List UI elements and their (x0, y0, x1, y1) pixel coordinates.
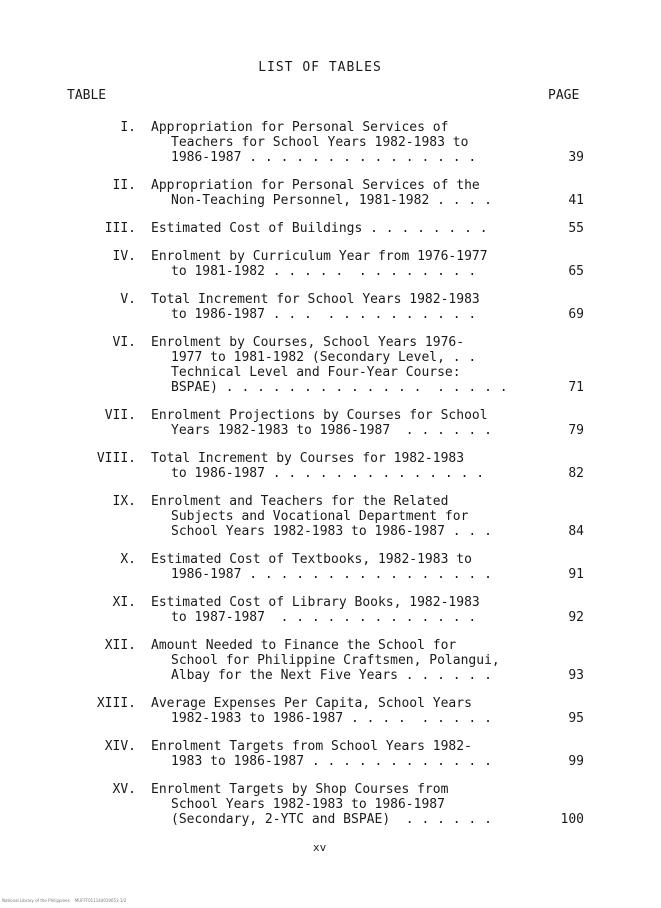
page-ref: 92 (568, 610, 584, 625)
caption-line: 1986-1987 . . . . . . . . . . . . . . . (171, 150, 477, 165)
page-ref: 79 (568, 423, 584, 438)
page-ref: 93 (568, 668, 584, 683)
table-caption (151, 696, 541, 726)
table-caption (151, 221, 541, 236)
toc-entry (0, 494, 661, 539)
table-number: VIII. (96, 451, 136, 466)
table-number: IV. (112, 249, 136, 264)
page-ref: 99 (568, 754, 584, 769)
table-caption (151, 120, 541, 165)
caption-line: 1986-1987 . . . . . . . . . . . . . . . . (171, 567, 492, 582)
caption-line: Enrolment by Curriculum Year from 1976-1977 (151, 249, 488, 264)
page-ref: 71 (568, 380, 584, 395)
toc-entry (0, 249, 661, 279)
table-number: XIII. (96, 696, 136, 711)
table-number: XIV. (104, 739, 136, 754)
caption-line: Enrolment by Courses, School Years 1976- (151, 335, 465, 350)
table-caption (151, 292, 541, 322)
page-number: xv (313, 841, 327, 854)
caption-line: School for Philippine Craftsmen, Polangui, (171, 653, 500, 668)
table-number: XV. (112, 782, 136, 797)
caption-line: Amount Needed to Finance the School for (151, 638, 457, 653)
caption-line: Enrolment Targets by Shop Courses from (151, 782, 449, 797)
page-column-header: PAGE (548, 88, 580, 103)
toc-entry (0, 696, 661, 726)
caption-line: Albay for the Next Five Years . . . . . . (171, 668, 492, 683)
table-caption (151, 408, 541, 438)
table-caption (151, 552, 541, 582)
table-number: XI. (112, 595, 136, 610)
caption-line: Estimated Cost of Library Books, 1982-1983 (151, 595, 480, 610)
toc-entry (0, 292, 661, 322)
page-ref: 91 (568, 567, 584, 582)
toc-entry (0, 638, 661, 683)
table-caption (151, 335, 541, 395)
page-ref: 69 (568, 307, 584, 322)
table-caption (151, 178, 541, 208)
page-ref: 95 (568, 711, 584, 726)
toc-entry (0, 178, 661, 208)
table-number: III. (104, 221, 136, 236)
table-caption (151, 638, 541, 683)
table-caption (151, 782, 541, 827)
library-watermark: National Library of the Philippines MUFFF011144010053 1/2 (2, 898, 127, 903)
page-ref: 100 (560, 812, 584, 827)
page-ref: 39 (568, 150, 584, 165)
caption-line: Total Increment by Courses for 1982-1983 (151, 451, 465, 466)
table-number: I. (120, 120, 136, 135)
caption-line: 1982-1983 to 1986-1987 . . . . . . . . . (171, 711, 492, 726)
caption-line: Appropriation for Personal Services of (151, 120, 449, 135)
page-ref: 82 (568, 466, 584, 481)
table-caption (151, 494, 541, 539)
caption-line: Total Increment for School Years 1982-1983 (151, 292, 480, 307)
table-number: V. (120, 292, 136, 307)
caption-line: to 1987-1987 . . . . . . . . . . . . . (171, 610, 477, 625)
caption-line: to 1981-1982 . . . . . . . . . . . . . (171, 264, 477, 279)
page-title: LIST OF TABLES (258, 60, 382, 75)
table-number: II. (112, 178, 136, 193)
toc-entry (0, 221, 661, 236)
caption-line: Non-Teaching Personnel, 1981-1982 . . . . (171, 193, 492, 208)
table-caption (151, 739, 541, 769)
table-number: VII. (104, 408, 136, 423)
toc-entry (0, 408, 661, 438)
caption-line: to 1986-1987 . . . . . . . . . . . . . (171, 307, 477, 322)
caption-line: BSPAE) . . . . . . . . . . . . . . . . . . (171, 380, 508, 395)
caption-line: Enrolment Projections by Courses for School (151, 408, 488, 423)
table-column-header: TABLE (67, 88, 107, 103)
page-ref: 84 (568, 524, 584, 539)
caption-line: Appropriation for Personal Services of the (151, 178, 480, 193)
toc-entry (0, 335, 661, 395)
table-number: XII. (104, 638, 136, 653)
page-ref: 41 (568, 193, 584, 208)
caption-line: Estimated Cost of Textbooks, 1982-1983 to (151, 552, 472, 567)
caption-line: Years 1982-1983 to 1986-1987 . . . . . . (171, 423, 492, 438)
caption-line: Teachers for School Years 1982-1983 to (171, 135, 469, 150)
caption-line: 1983 to 1986-1987 . . . . . . . . . . . . (171, 754, 492, 769)
toc-entry (0, 739, 661, 769)
table-caption (151, 595, 541, 625)
table-number: VI. (112, 335, 136, 350)
caption-line: School Years 1982-1983 to 1986-1987 . . . (171, 524, 492, 539)
toc-entry (0, 595, 661, 625)
table-caption (151, 249, 541, 279)
caption-line: Average Expenses Per Capita, School Years (151, 696, 472, 711)
caption-line: Enrolment Targets from School Years 1982- (151, 739, 472, 754)
caption-line: to 1986-1987 . . . . . . . . . . . . . . (171, 466, 485, 481)
table-number: IX. (112, 494, 136, 509)
caption-line: Subjects and Vocational Department for (171, 509, 469, 524)
page-ref: 55 (568, 221, 584, 236)
caption-line: Technical Level and Four-Year Course: (171, 365, 461, 380)
caption-line: Enrolment and Teachers for the Related (151, 494, 449, 509)
caption-line: 1977 to 1981-1982 (Secondary Level, . . (171, 350, 477, 365)
toc-entry (0, 120, 661, 165)
table-number: X. (120, 552, 136, 567)
page-ref: 65 (568, 264, 584, 279)
caption-line: (Secondary, 2-YTC and BSPAE) . . . . . . (171, 812, 492, 827)
caption-line: Estimated Cost of Buildings . . . . . . . . (151, 221, 488, 236)
caption-line: School Years 1982-1983 to 1986-1987 (171, 797, 445, 812)
toc-entry (0, 552, 661, 582)
table-caption (151, 451, 541, 481)
toc-entry (0, 451, 661, 481)
toc-entry (0, 782, 661, 827)
